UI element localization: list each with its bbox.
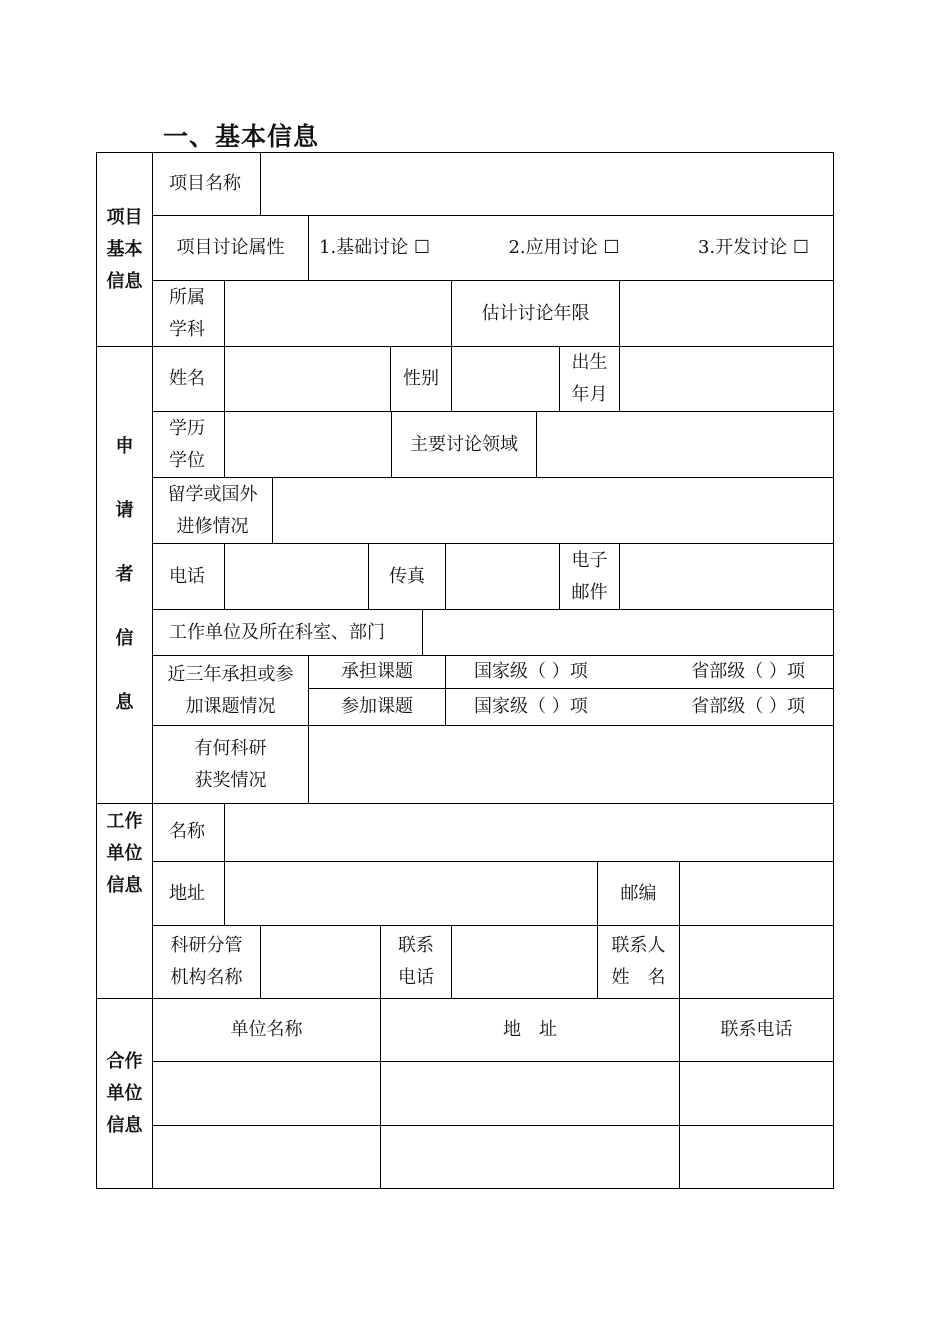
degree-label: 学历 学位	[152, 411, 225, 478]
contact-name-field[interactable]	[679, 925, 834, 999]
project-name-field[interactable]	[260, 152, 834, 216]
name-label: 姓名	[152, 346, 225, 412]
partner-row-2-address[interactable]	[380, 1125, 680, 1189]
email-field[interactable]	[619, 543, 834, 610]
dept-label: 工作单位及所在科室、部门	[152, 609, 423, 656]
awards-field[interactable]	[308, 725, 834, 804]
project-attr-options	[308, 215, 834, 281]
postcode-label: 邮编	[597, 861, 680, 926]
gender-field[interactable]	[451, 346, 560, 412]
address-field[interactable]	[224, 861, 598, 926]
partner-name-header: 单位名称	[152, 998, 381, 1062]
address-label: 地址	[152, 861, 225, 926]
gender-label: 性别	[390, 346, 452, 412]
phone-label: 电话	[152, 543, 225, 610]
participate-provincial-field[interactable]: 省部级（ ）项	[691, 696, 805, 717]
undertake-national-field[interactable]: 国家级（ ）项	[474, 661, 588, 682]
partner-phone-header: 联系电话	[679, 998, 834, 1062]
option-applied-checkbox[interactable]: 2.应用讨论 ☐	[508, 237, 620, 258]
fax-label: 传真	[368, 543, 446, 610]
unit-name-field[interactable]	[224, 803, 834, 862]
unit-name-label: 名称	[152, 803, 225, 862]
contact-name-label: 联系人 姓 名	[597, 925, 680, 999]
discipline-label: 所属 学科	[152, 280, 225, 347]
participate-label: 参加课题	[308, 688, 446, 726]
partner-row-1-phone[interactable]	[679, 1061, 834, 1126]
section-partner-label: 合作 单位 信息	[96, 998, 153, 1189]
years-label: 估计讨论年限	[451, 280, 620, 347]
postcode-field[interactable]	[679, 861, 834, 926]
research-field-label: 主要讨论领域	[391, 411, 537, 478]
abroad-label: 留学或国外 进修情况	[152, 477, 273, 544]
option-basic-checkbox[interactable]: 1.基础讨论 ☐	[319, 237, 431, 258]
undertake-counts	[445, 655, 834, 689]
years-field[interactable]	[619, 280, 834, 347]
section-project-label: 项目 基本 信息	[96, 152, 153, 347]
email-label: 电子 邮件	[559, 543, 620, 610]
birth-field[interactable]	[619, 346, 834, 412]
partner-row-2-name[interactable]	[152, 1125, 381, 1189]
contact-phone-label: 联系 电话	[380, 925, 452, 999]
page-title: 一、基本信息	[163, 122, 320, 151]
awards-label: 有何科研 获奖情况	[152, 725, 309, 804]
option-develop-checkbox[interactable]: 3.开发讨论 ☐	[697, 237, 809, 258]
abroad-field[interactable]	[272, 477, 834, 544]
project-name-label: 项目名称	[152, 152, 261, 216]
section-work-unit-label: 工作 单位 信息	[96, 803, 153, 999]
participate-counts	[445, 688, 834, 726]
degree-field[interactable]	[224, 411, 392, 478]
project-attr-label: 项目讨论属性	[152, 215, 309, 281]
partner-address-header: 地 址	[380, 998, 680, 1062]
research-field-field[interactable]	[536, 411, 834, 478]
phone-field[interactable]	[224, 543, 369, 610]
partner-row-2-phone[interactable]	[679, 1125, 834, 1189]
undertake-provincial-field[interactable]: 省部级（ ）项	[691, 661, 805, 682]
undertake-label: 承担课题	[308, 655, 446, 689]
dept-field[interactable]	[422, 609, 834, 656]
partner-row-1-name[interactable]	[152, 1061, 381, 1126]
projects-label: 近三年承担或参 加课题情况	[152, 655, 309, 726]
discipline-field[interactable]	[224, 280, 452, 347]
participate-national-field[interactable]: 国家级（ ）项	[474, 696, 588, 717]
fax-field[interactable]	[445, 543, 560, 610]
name-field[interactable]	[224, 346, 391, 412]
birth-label: 出生 年月	[559, 346, 620, 412]
section-applicant-label: 申 请 者 信 息	[96, 346, 153, 804]
partner-row-1-address[interactable]	[380, 1061, 680, 1126]
contact-phone-field[interactable]	[451, 925, 598, 999]
mgmt-label: 科研分管 机构名称	[152, 925, 261, 999]
mgmt-field[interactable]	[260, 925, 381, 999]
